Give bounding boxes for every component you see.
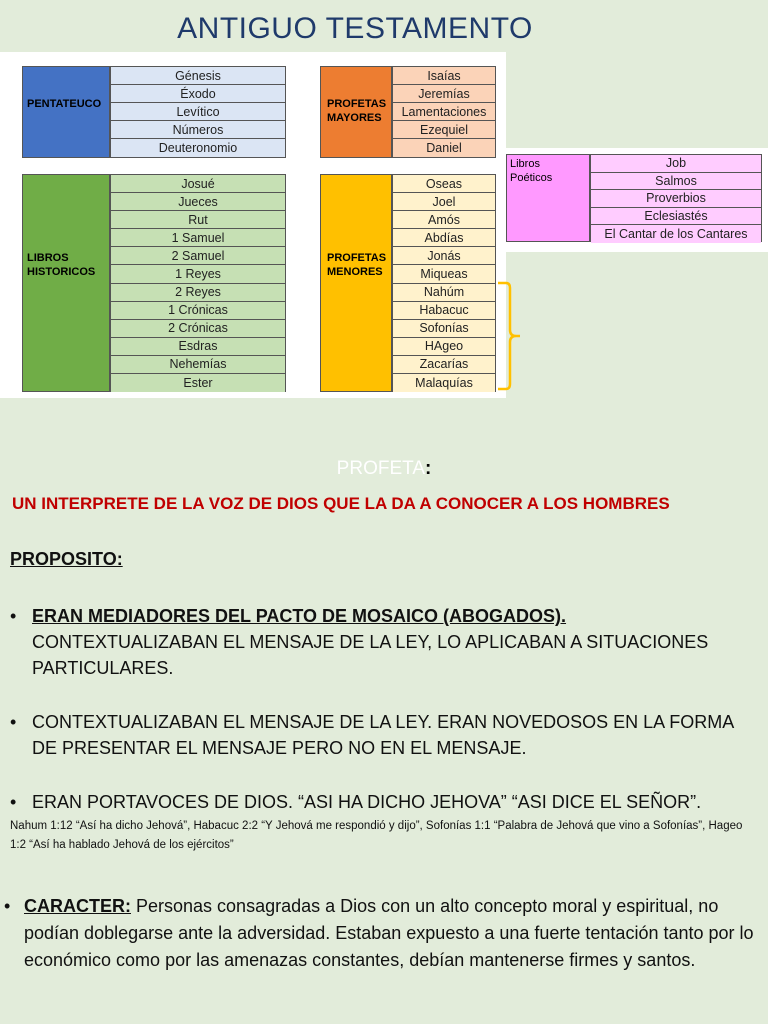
post-exile-bracket bbox=[496, 280, 524, 392]
book-cell: Levítico bbox=[111, 103, 285, 121]
book-cell: Nehemías bbox=[111, 356, 285, 374]
group-label-line: PENTATEUCO bbox=[27, 98, 102, 110]
book-cell: Ezequiel bbox=[393, 121, 495, 139]
book-cell: Salmos bbox=[591, 173, 761, 191]
bullet-text: ERAN PORTAVOCES DE DIOS. “ASI HA DICHO JEHOVA” “ASI DICE EL SEÑOR”. bbox=[32, 792, 702, 812]
book-cell: Eclesiastés bbox=[591, 208, 761, 226]
book-cell: Proverbios bbox=[591, 190, 761, 208]
book-cell: Lamentaciones bbox=[393, 103, 495, 121]
bullet-item bbox=[10, 789, 754, 815]
book-cell: HAgeo bbox=[393, 338, 495, 356]
book-cell: Rut bbox=[111, 211, 285, 229]
book-cell: Malaquías bbox=[393, 374, 495, 392]
profeta-colon: : bbox=[425, 458, 432, 479]
book-cell: Génesis bbox=[111, 67, 285, 85]
bullet-dot: • bbox=[10, 712, 17, 732]
group-label bbox=[320, 174, 392, 392]
proposito-heading: PROPOSITO: bbox=[10, 549, 123, 569]
book-cell: Oseas bbox=[393, 175, 495, 193]
group-label bbox=[22, 66, 110, 158]
bullet-item bbox=[10, 603, 752, 681]
group-label-line: HISTORICOS bbox=[27, 266, 96, 278]
book-cell: Sofonías bbox=[393, 320, 495, 338]
book-cell: El Cantar de los Cantares bbox=[591, 225, 761, 243]
book-cell: Éxodo bbox=[111, 85, 285, 103]
book-cell: Deuteronomio bbox=[111, 139, 285, 157]
book-cell: Isaías bbox=[393, 67, 495, 85]
profeta-definition: UN INTERPRETE DE LA VOZ DE DIOS QUE LA DA A CONOCER A LOS HOMBRES bbox=[12, 494, 670, 513]
book-cell: 1 Crónicas bbox=[111, 302, 285, 320]
group-label bbox=[506, 154, 590, 242]
caracter-paragraph bbox=[4, 893, 754, 974]
book-cell: 1 Reyes bbox=[111, 265, 285, 283]
book-cell: Habacuc bbox=[393, 302, 495, 320]
group-label-line: MAYORES bbox=[327, 112, 382, 124]
book-cell: 1 Samuel bbox=[111, 229, 285, 247]
book-cell: Josué bbox=[111, 175, 285, 193]
book-cell: Números bbox=[111, 121, 285, 139]
page-title: ANTIGUO TESTAMENTO bbox=[177, 12, 533, 45]
book-list bbox=[590, 154, 762, 242]
book-list bbox=[110, 174, 286, 392]
group-label-line: PROFETAS bbox=[327, 98, 387, 110]
profeta-heading bbox=[0, 458, 768, 480]
profeta-word: PROFETA bbox=[336, 458, 425, 479]
book-cell: 2 Samuel bbox=[111, 247, 285, 265]
group-label-line: LIBROS bbox=[27, 252, 69, 264]
group-label-line: PROFETAS bbox=[327, 252, 387, 264]
book-cell: 2 Reyes bbox=[111, 284, 285, 302]
book-cell: Zacarías bbox=[393, 356, 495, 374]
scripture-references: Nahum 1:12 “Así ha dicho Jehová”, Habacuc 2:2 “Y Jehová me respondió y dijo”, Sofonías 1:1 “Palabra de Jehová que vino a Sofonías”, Hageo 1:2 “Así ha hablado Jehová de los ejércitos” bbox=[10, 820, 743, 851]
group-label-line: Poéticos bbox=[510, 172, 553, 184]
book-list bbox=[392, 174, 496, 392]
bullet-bold-text: ERAN MEDIADORES DEL PACTO DE MOSAICO (ABOGADOS). bbox=[32, 606, 567, 626]
book-cell: Jonás bbox=[393, 247, 495, 265]
bullet-text: CONTEXTUALIZABAN EL MENSAJE DE LA LEY. ERAN NOVEDOSOS EN LA FORMA DE PRESENTAR EL MENSAJE PERO NO EN EL MENSAJE. bbox=[32, 712, 734, 758]
book-cell: Amós bbox=[393, 211, 495, 229]
book-cell: Esdras bbox=[111, 338, 285, 356]
group-label bbox=[22, 174, 110, 392]
book-cell: 2 Crónicas bbox=[111, 320, 285, 338]
book-cell: Nahúm bbox=[393, 284, 495, 302]
book-list bbox=[392, 66, 496, 158]
book-cell: Joel bbox=[393, 193, 495, 211]
caracter-label: CARACTER: bbox=[24, 896, 131, 916]
bullet-dot: • bbox=[10, 606, 17, 626]
group-label-line: Libros bbox=[510, 158, 540, 170]
caracter-text: Personas consagradas a Dios con un alto concepto moral y espiritual, no podían doblegarse ante la adversidad. Estaban expuesto a una fuerte tentación tanto por lo económico como por las amenazas constantes, debían mantenerse firmes y santos. bbox=[24, 896, 754, 970]
book-cell: Jueces bbox=[111, 193, 285, 211]
bullet-dot: • bbox=[4, 896, 11, 916]
book-cell: Jeremías bbox=[393, 85, 495, 103]
bullet-dot: • bbox=[10, 792, 17, 812]
bullet-item bbox=[10, 709, 754, 761]
group-label-line: MENORES bbox=[327, 266, 383, 278]
group-label bbox=[320, 66, 392, 158]
book-cell: Job bbox=[591, 155, 761, 173]
book-list bbox=[110, 66, 286, 158]
bullet-text: CONTEXTUALIZABAN EL MENSAJE DE LA LEY, LO APLICABAN A SITUACIONES PARTICULARES. bbox=[32, 632, 709, 678]
book-cell: Ester bbox=[111, 374, 285, 392]
book-cell: Daniel bbox=[393, 139, 495, 157]
book-cell: Miqueas bbox=[393, 265, 495, 283]
book-cell: Abdías bbox=[393, 229, 495, 247]
